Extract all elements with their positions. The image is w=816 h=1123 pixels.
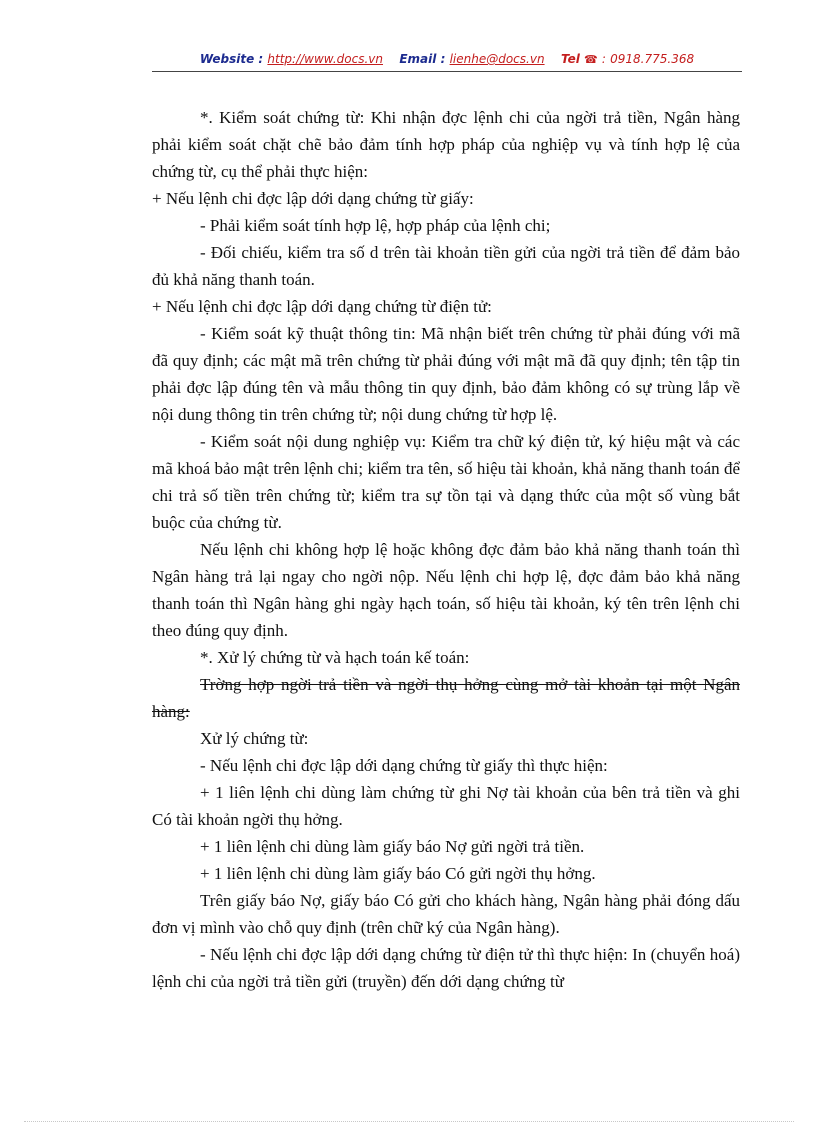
tel-separator: : (601, 52, 606, 66)
email-separator: : (440, 52, 446, 66)
document-body (152, 104, 740, 995)
paragraph: Trên giấy báo Nợ, giấy báo Có gửi cho khách hàng, Ngân hàng phải đóng dấu đơn vị mình vào chỗ quy định (trên chữ ký của Ngân hàng). (152, 891, 740, 937)
phone-icon: ☎ (584, 53, 598, 66)
paragraph: - Kiểm soát kỹ thuật thông tin: Mã nhận biết trên chứng từ phải đúng với mã đã quy định; các mật mã trên chứng từ phải đúng với mật mã đã quy định; tên tập tin phải đợc lập đúng tên và mẫu thông tin quy định, bảo đảm không có sự trùng lắp về nội dung thông tin trên chứng từ; nội dung chứng từ hợp lệ. (152, 324, 740, 424)
website-link[interactable]: http://www.docs.vn (267, 52, 383, 66)
page-bottom-rule (24, 1121, 794, 1122)
paragraph: + Nếu lệnh chi đợc lập dới dạng chứng từ điện tử: (152, 297, 492, 316)
paragraph: + 1 liên lệnh chi dùng làm giấy báo Nợ gửi ngời trả tiền. (200, 837, 585, 856)
paragraph: - Nếu lệnh chi đợc lập dới dạng chứng từ điện tử thì thực hiện: In (chuyển hoá) lệnh chi của ngời trả tiền gửi (truyền) đến dới dạng chứng từ (152, 945, 740, 991)
paragraph: + 1 liên lệnh chi dùng làm chứng từ ghi Nợ tài khoản của bên trả tiền và ghi Có tài khoản ngời thụ hởng. (152, 783, 740, 829)
paragraph: - Phải kiểm soát tính hợp lệ, hợp pháp của lệnh chi; (200, 216, 551, 235)
paragraph: *. Kiểm soát chứng từ: Khi nhận đợc lệnh chi của ngời trả tiền, Ngân hàng phải kiểm soát chặt chẽ bảo đảm tính hợp pháp của nghiệp vụ và tính hợp lệ của chứng từ, cụ thể phải thực hiện: (152, 108, 740, 181)
paragraph: *. Xử lý chứng từ và hạch toán kế toán: (200, 648, 470, 667)
tel-label: Tel (560, 52, 580, 66)
header-divider (152, 71, 742, 72)
paragraph: Xử lý chứng từ: (200, 729, 309, 748)
website-label: Website (199, 52, 255, 66)
paragraph: + 1 liên lệnh chi dùng làm giấy báo Có gửi ngời thụ hởng. (200, 864, 596, 883)
paragraph: - Kiểm soát nội dung nghiệp vụ: Kiểm tra chữ ký điện tử, ký hiệu mật và các mã khoá bảo mật trên lệnh chi; kiểm tra tên, số hiệu tài khoản, khả năng thanh toán để chi trả số tiền trên chứng từ; kiểm tra sự tồn tại và dạng thức của một số vùng bắt buộc của chứng từ. (152, 432, 740, 532)
email-link[interactable]: lienhe@docs.vn (449, 52, 545, 66)
page-header (152, 49, 742, 70)
paragraph: Nếu lệnh chi không hợp lệ hoặc không đợc đảm bảo khả năng thanh toán thì Ngân hàng trả lại ngay cho ngời nộp. Nếu lệnh chi hợp lệ, đợc đảm bảo khả năng thanh toán thì Ngân hàng ghi ngày hạch toán, số hiệu tài khoản, ký tên trên lệnh chi theo đúng quy định. (152, 540, 740, 640)
paragraph: - Đối chiếu, kiểm tra số d trên tài khoản tiền gửi của ngời trả tiền để đảm bảo đủ khả năng thanh toán. (152, 243, 740, 289)
email-label: Email (399, 52, 437, 66)
tel-value: 0918.775.368 (610, 52, 695, 66)
website-separator: : (258, 52, 264, 66)
paragraph: + Nếu lệnh chi đợc lập dới dạng chứng từ giấy: (152, 189, 474, 208)
paragraph: Trờng hợp ngời trả tiền và ngời thụ hởng cùng mở tài khoản tại một Ngân hàng: (152, 675, 740, 721)
paragraph: - Nếu lệnh chi đợc lập dới dạng chứng từ giấy thì thực hiện: (200, 756, 608, 775)
